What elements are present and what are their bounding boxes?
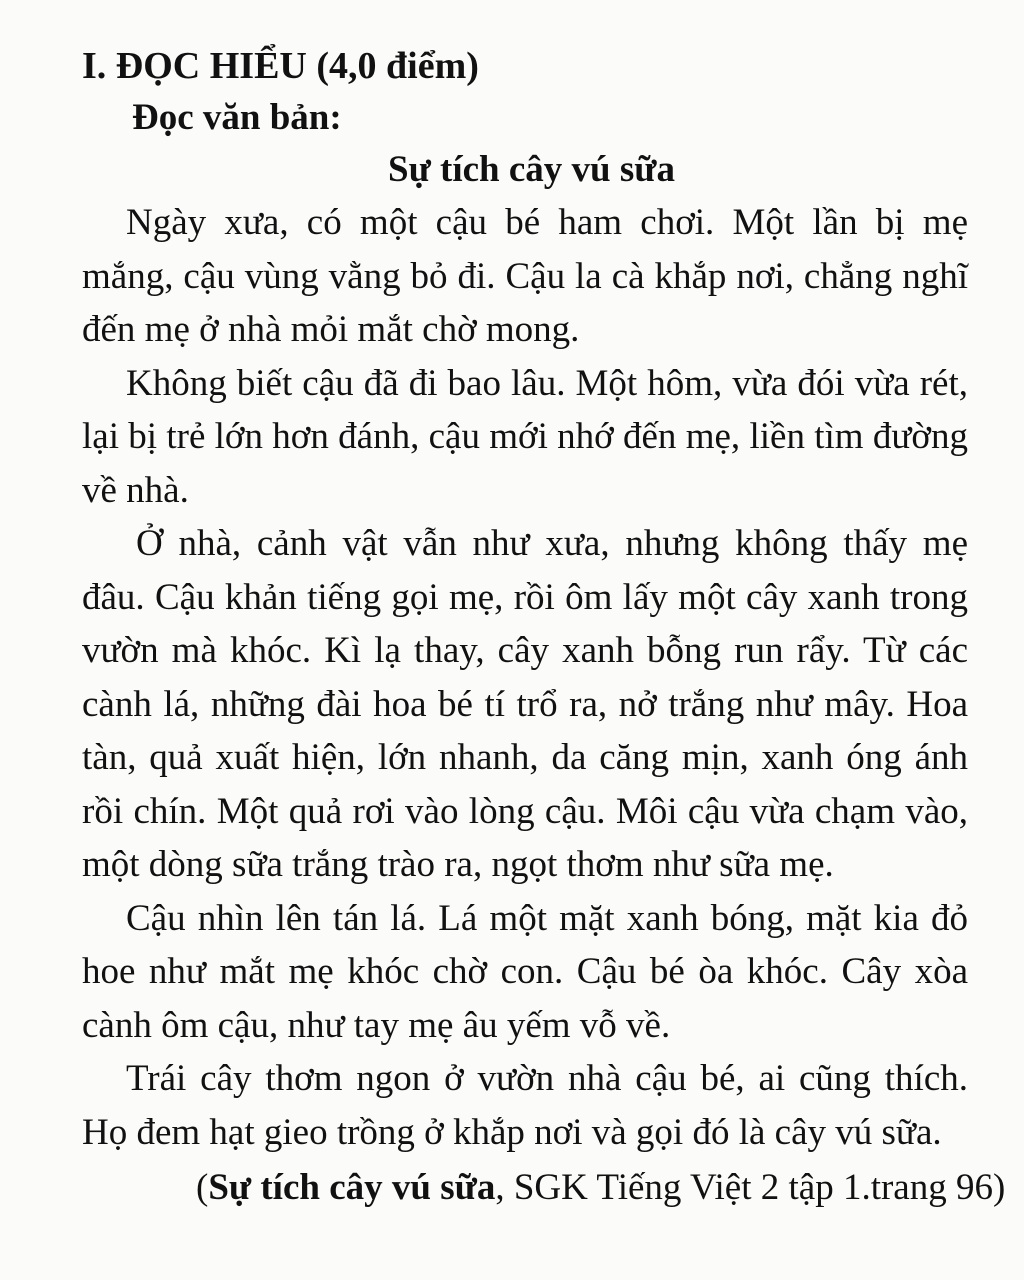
story-paragraph-2: Không biết cậu đã đi bao lâu. Một hôm, vừa đói vừa rét, lại bị trẻ lớn hơn đánh, cậu mới nhớ đến mẹ, liền tìm đường về nhà. [82,362,968,511]
citation-source: , SGK Tiếng Việt 2 tập 1.trang 96) [495,1167,1006,1208]
citation-open-paren: ( [196,1167,209,1208]
story-paragraph-1: Ngày xưa, có một cậu bé ham chơi. Một lần bị mẹ mắng, cậu vùng vằng bỏ đi. Cậu la cà khắp nơi, chẳng nghĩ đến mẹ ở nhà mỏi mắt chờ mong. [82,202,968,350]
story-paragraph-5: Trái cây thơm ngon ở vườn nhà cậu bé, ai cũng thích. Họ đem hạt gieo trồng ở khắp nơi và gọi đó là cây vú sữa. [82,1058,968,1153]
reading-instruction: Đọc văn bản: [132,97,342,138]
story-body [82,196,968,1159]
source-citation [196,1161,1006,1215]
story-title: Sự tích cây vú sữa [388,149,675,190]
section-heading: I. ĐỌC HIỂU (4,0 điểm) [82,45,479,87]
citation-work-title: Sự tích cây vú sữa [208,1167,496,1208]
story-paragraph-3: Ở nhà, cảnh vật vẫn như xưa, nhưng không thấy mẹ đâu. Cậu khản tiếng gọi mẹ, rồi ôm lấy một cây xanh trong vườn mà khóc. Kì lạ thay, cây xanh bỗng run rẩy. Từ các cành lá, những đài hoa bé tí trổ ra, nở trắng như mây. Hoa tàn, quả xuất hiện, lớn nhanh, da căng mịn, xanh óng ánh rồi chín. Một quả rơi vào lòng cậu. Môi cậu vừa chạm vào, một dòng sữa trắng trào ra, ngọt thơm như sữa mẹ. [82,523,968,885]
story-paragraph-4: Cậu nhìn lên tán lá. Lá một mặt xanh bóng, mặt kia đỏ hoe như mắt mẹ khóc chờ con. Cậu bé òa khóc. Cây xòa cành ôm cậu, như tay mẹ âu yếm vỗ về. [82,897,968,1046]
